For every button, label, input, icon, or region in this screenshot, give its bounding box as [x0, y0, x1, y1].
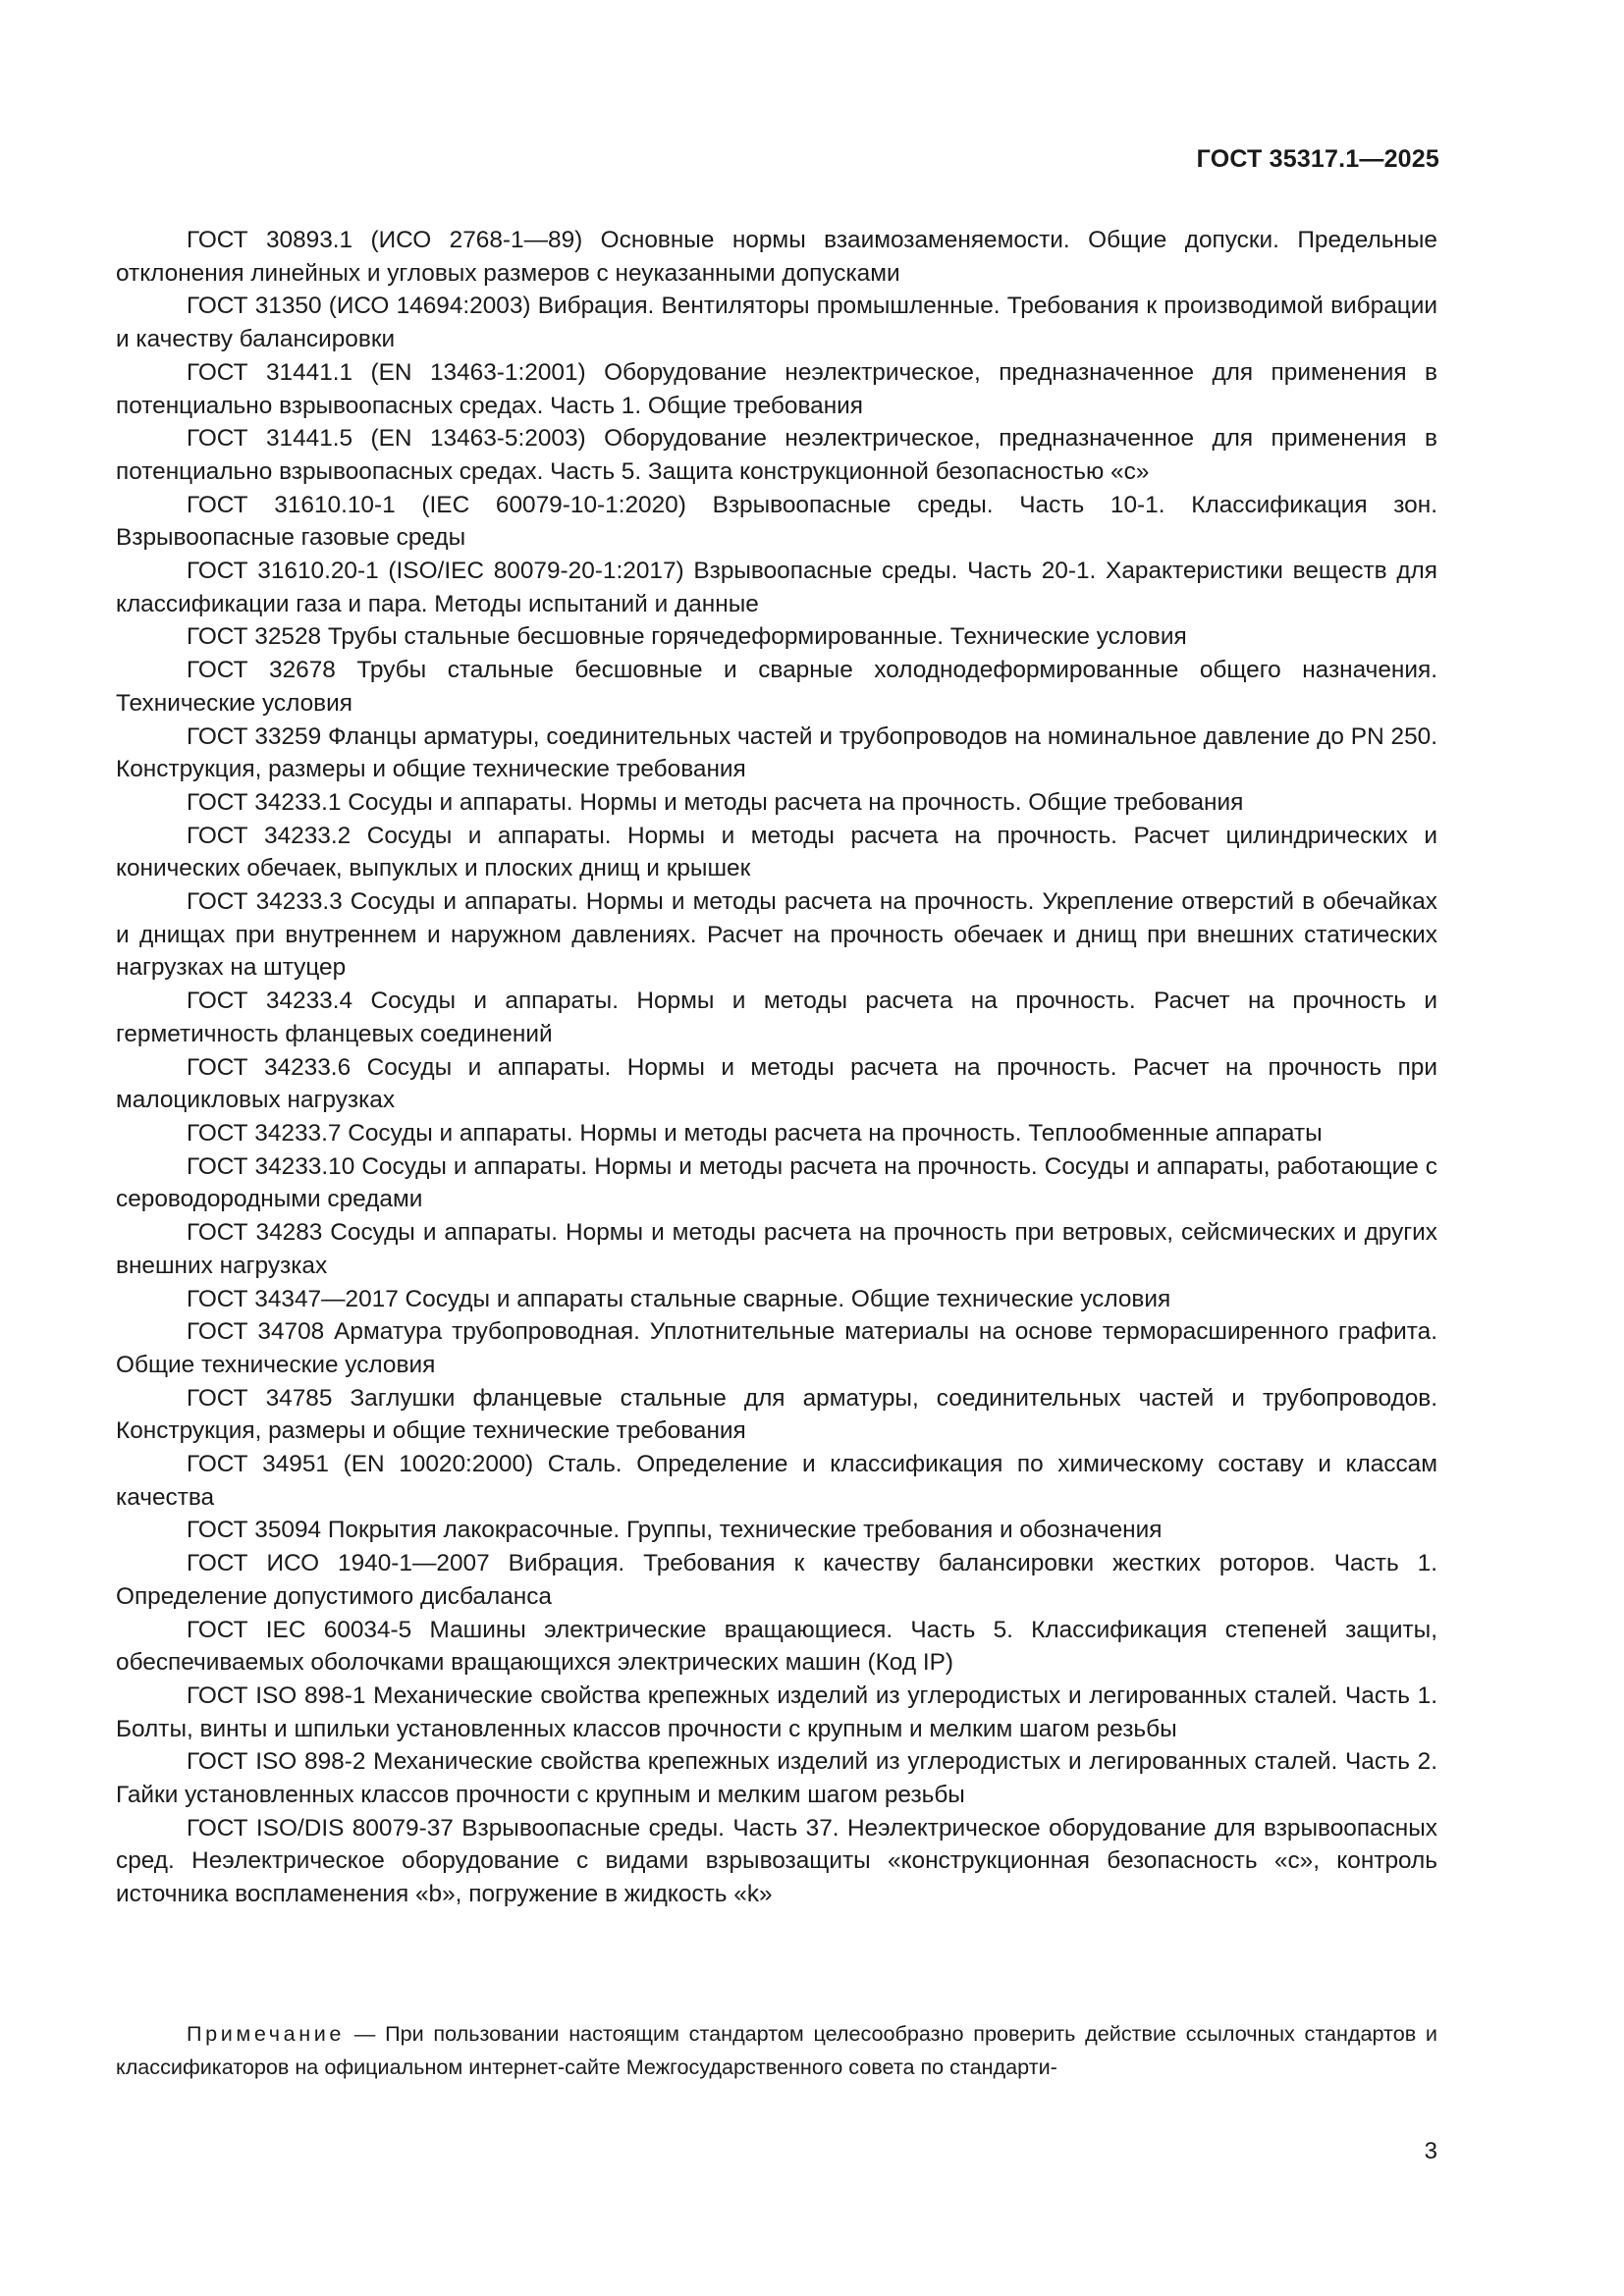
reference-item: ГОСТ 34233.4 Сосуды и аппараты. Нормы и методы расчета на прочность. Расчет на прочность и герметичность фланцевых соединений: [116, 988, 1437, 1047]
reference-item: ГОСТ 34283 Сосуды и аппараты. Нормы и методы расчета на прочность при ветровых, сейсмических и других внешних нагрузках: [116, 1219, 1437, 1279]
reference-item: ГОСТ ISO 898-2 Механические свойства крепежных изделий из углеродистых и легированных сталей. Часть 2. Гайки установленных классов прочности с крупным и мелким шагом резьбы: [116, 1748, 1437, 1809]
reference-item: ГОСТ 34951 (EN 10020:2000) Сталь. Определение и классификация по химическому составу и классам качества: [116, 1451, 1437, 1511]
reference-item: ГОСТ ISO 898-1 Механические свойства крепежных изделий из углеродистых и легированных сталей. Часть 1. Болты, винты и шпильки установленных классов прочности с крупным и мелким шагом резьбы: [116, 1682, 1437, 1742]
reference-item: ГОСТ IEC 60034-5 Машины электрические вращающиеся. Часть 5. Классификация степеней защиты, обеспечиваемых оболочками вращающихся электрических машин (Код IP): [116, 1616, 1437, 1677]
reference-item: ГОСТ 34233.6 Сосуды и аппараты. Нормы и методы расчета на прочность. Расчет на прочность при малоцикловых нагрузках: [116, 1053, 1437, 1114]
reference-item: ГОСТ 34785 Заглушки фланцевые стальные для арматуры, соединительных частей и трубопроводов. Конструкция, размеры и общие технические требования: [116, 1384, 1437, 1445]
reference-item: ГОСТ 34347—2017 Сосуды и аппараты стальные сварные. Общие технические условия: [187, 1285, 1171, 1312]
reference-item: ГОСТ 35094 Покрытия лакокрасочные. Группы, технические требования и обозначения: [187, 1517, 1163, 1544]
reference-item: ГОСТ 34233.10 Сосуды и аппараты. Нормы и методы расчета на прочность. Сосуды и аппараты, работающие с сероводородными средами: [116, 1152, 1437, 1213]
reference-item: ГОСТ ИСО 1940-1—2007 Вибрация. Требования к качеству балансировки жестких роторов. Часть 1. Определение допустимого дисбаланса: [116, 1550, 1437, 1610]
document-header: ГОСТ 35317.1—2025: [1196, 145, 1439, 173]
reference-item: ГОСТ 32678 Трубы стальные бесшовные и сварные холоднодеформированные общего назначения. Технические условия: [116, 657, 1437, 717]
reference-item: ГОСТ 34233.2 Сосуды и аппараты. Нормы и методы расчета на прочность. Расчет цилиндрических и конических обечаек, выпуклых и плоских днищ и крышек: [116, 822, 1437, 882]
reference-item: ГОСТ 31610.20-1 (ISO/IEC 80079-20-1:2017) Взрывоопасные среды. Часть 20-1. Характеристики веществ для классификации газа и пара. Методы испытаний и данные: [116, 558, 1437, 617]
reference-item: ГОСТ 31441.5 (EN 13463-5:2003) Оборудование неэлектрическое, предназначенное для применения в потенциально взрывоопасных средах. Часть 5. Защита конструкционной безопасностью «c»: [116, 425, 1437, 485]
reference-item: ГОСТ 31610.10-1 (IEC 60079-10-1:2020) Взрывоопасные среды. Часть 10-1. Классификация зон. Взрывоопасные газовые среды: [116, 491, 1437, 552]
reference-item: ГОСТ 34233.3 Сосуды и аппараты. Нормы и методы расчета на прочность. Укрепление отверстий в обечайках и днищах при внутреннем и наружном давлениях. Расчет на прочность обечаек и днищ при внешних статических нагрузках на штуцер: [116, 888, 1437, 982]
reference-item: ГОСТ 30893.1 (ИСО 2768-1—89) Основные нормы взаимозаменяемости. Общие допуски. Предельные отклонения линейных и угловых размеров с неуказанными допусками: [116, 227, 1437, 287]
note-text: — При пользовании настоящим стандартом целесообразно проверить действие ссылочных стандартов и классификаторов на официальном интернет-сайте Межгосударственного совета по стандарти-: [116, 2021, 1437, 2079]
reference-item: ГОСТ 31441.1 (EN 13463-1:2001) Оборудование неэлектрическое, предназначенное для применения в потенциально взрывоопасных средах. Часть 1. Общие требования: [116, 358, 1437, 419]
normative-references-list: [116, 224, 1437, 1911]
reference-item: ГОСТ 31350 (ИСО 14694:2003) Вибрация. Вентиляторы промышленные. Требования к производимой вибрации и качеству балансировки: [116, 293, 1437, 353]
reference-item: ГОСТ 34708 Арматура трубопроводная. Уплотнительные материалы на основе терморасширенного графита. Общие технические условия: [116, 1318, 1437, 1378]
reference-item: ГОСТ 34233.1 Сосуды и аппараты. Нормы и методы расчета на прочность. Общие требования: [187, 788, 1244, 816]
reference-item: ГОСТ ISO/DIS 80079-37 Взрывоопасные среды. Часть 37. Неэлектрическое оборудование для взрывоопасных сред. Неэлектрическое оборудование с видами взрывозащиты «конструкционная безопасность «c», контроль источника воспламенения «b», погружение в жидкость «k»: [116, 1814, 1437, 1908]
reference-item: ГОСТ 34233.7 Сосуды и аппараты. Нормы и методы расчета на прочность. Теплообменные аппараты: [187, 1119, 1323, 1147]
reference-item: ГОСТ 33259 Фланцы арматуры, соединительных частей и трубопроводов на номинальное давление до PN 250. Конструкция, размеры и общие технические требования: [116, 722, 1437, 783]
page-number: 3: [1424, 2138, 1437, 2164]
note-paragraph: [116, 2017, 1437, 2083]
reference-item: ГОСТ 32528 Трубы стальные бесшовные горячедеформированные. Технические условия: [187, 623, 1187, 651]
note-label: Примечание: [187, 2021, 345, 2046]
